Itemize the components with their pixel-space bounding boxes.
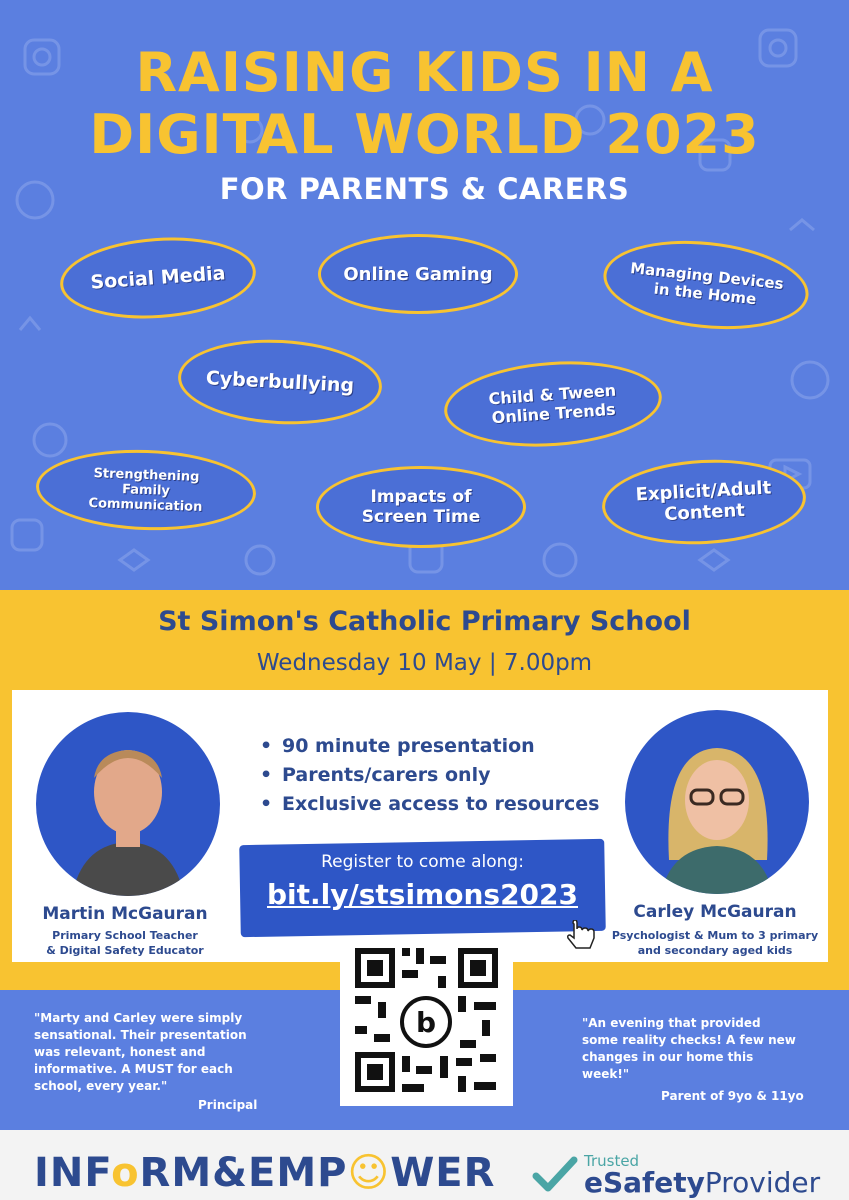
register-label: Register to come along:: [321, 852, 524, 872]
qr-code[interactable]: [340, 936, 513, 1106]
brand-part: RM&EMP: [139, 1150, 348, 1196]
title-line-1: RAISING KIDS IN A: [135, 41, 714, 104]
quote-line: week!": [582, 1067, 630, 1082]
hero-section: [0, 0, 849, 590]
quote-line: "An evening that provided: [582, 1016, 761, 1030]
speaker-role-carley: [604, 929, 826, 959]
title-line-2: DIGITAL WORLD 2023: [89, 103, 760, 166]
quote-author: Parent of 9yo & 11yo: [661, 1089, 804, 1103]
topic-label: Online Gaming: [343, 263, 493, 285]
speaker-name-carley: Carley McGauran: [633, 902, 797, 922]
speech-bubble-o-icon: o: [111, 1150, 140, 1196]
subtitle: FOR PARENTS & CARERS: [219, 172, 630, 206]
topic-label: Explicit/Adult Content: [635, 477, 772, 526]
topic-online-gaming: [318, 234, 518, 314]
pointer-hand-icon: [566, 920, 600, 952]
person-icon: [36, 712, 220, 896]
speaker-role-martin: [20, 929, 230, 959]
topic-label: Cyberbullying: [205, 367, 355, 397]
register-link[interactable]: bit.ly/stsimons2023: [267, 878, 578, 911]
quote-line: was relevant, honest and: [34, 1045, 206, 1060]
topic-label: Child & Tween Online Trends: [487, 380, 617, 428]
smiley-o-icon: ☺: [347, 1150, 391, 1196]
role-line: Psychologist & Mum to 3 primary: [611, 929, 819, 942]
checkmark-icon: [532, 1156, 578, 1196]
quote-line: school, every year.": [34, 1079, 168, 1094]
role-line: & Digital Safety Educator: [46, 943, 204, 957]
brand-part: WER: [390, 1150, 496, 1196]
topic-label: Impacts of Screen Time: [361, 487, 481, 527]
person-icon: [625, 710, 809, 894]
topic-label: Social Media: [89, 262, 227, 294]
speaker-name-martin: Martin McGauran: [42, 904, 208, 924]
role-line: Primary School Teacher: [52, 929, 198, 942]
qr-code-icon: [340, 936, 513, 1106]
svg-text:b: b: [415, 1006, 437, 1039]
list-item: • 90 minute presentation: [258, 732, 599, 761]
quote-author: Principal: [198, 1098, 258, 1112]
testimonial-parent: [582, 1015, 796, 1083]
school-name: St Simon's Catholic Primary School: [158, 606, 691, 637]
esafety-bold: eSafety: [584, 1166, 705, 1199]
quote-line: informative. A MUST for each: [34, 1062, 233, 1077]
avatar-martin: [36, 712, 220, 896]
quote-line: sensational. Their presentation: [34, 1028, 247, 1043]
event-date: Wednesday 10 May | 7.00pm: [256, 650, 593, 676]
esafety-rest: Provider: [704, 1166, 821, 1199]
esafety-provider-logo: [584, 1166, 820, 1199]
quote-line: some reality checks! A few new: [582, 1033, 796, 1048]
list-item: • Parents/carers only: [258, 761, 599, 790]
inform-empower-logo: [34, 1150, 495, 1196]
feature-list: [258, 732, 599, 819]
topic-label: Managing Devices in the Home: [629, 259, 785, 309]
quote-line: changes in our home this: [582, 1050, 754, 1065]
topic-screen-time: [316, 466, 526, 548]
testimonial-principal: [34, 1010, 247, 1095]
role-line: and secondary aged kids: [637, 943, 793, 957]
topic-label: Strengthening Family Communication: [88, 465, 203, 515]
brand-part: INF: [34, 1150, 112, 1196]
trusted-label: Trusted: [584, 1152, 640, 1170]
quote-line: "Marty and Carley were simply: [34, 1011, 243, 1025]
list-item: • Exclusive access to resources: [258, 790, 599, 819]
avatar-carley: [625, 710, 809, 894]
